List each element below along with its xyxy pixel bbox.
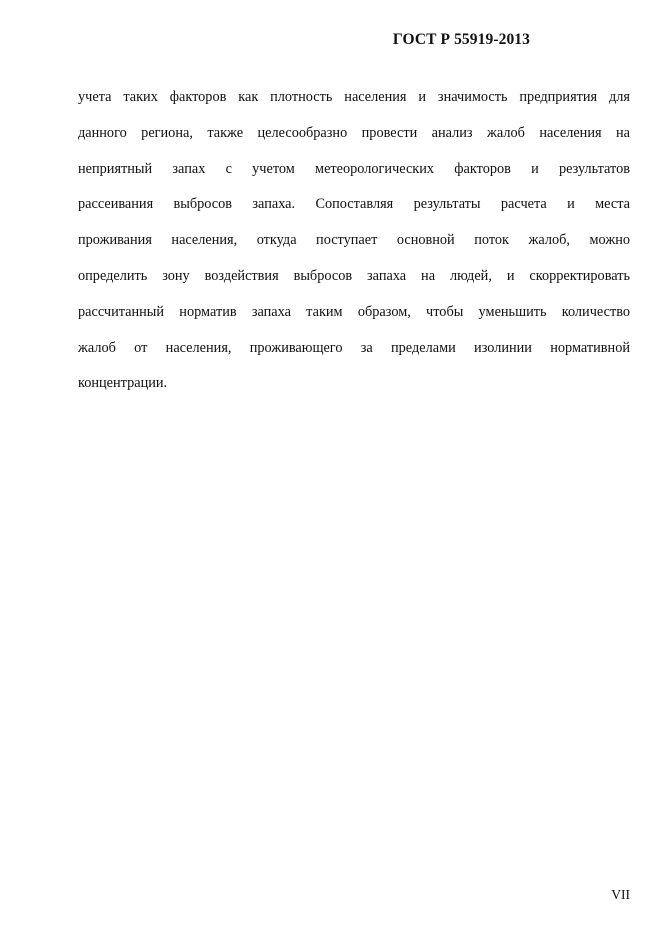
paragraph-line: учета таких факторов как плотность населения и значимость предприятия для — [78, 89, 630, 105]
paragraph-line: неприятный запах с учетом метеорологических факторов и результатов — [78, 160, 630, 177]
body-paragraph — [78, 80, 630, 402]
paragraph-line: определить зону воздействия выбросов запаха на людей, и скорректировать — [78, 267, 630, 284]
paragraph-line: данного региона, также целесообразно провести анализ жалоб населения на — [78, 124, 630, 141]
paragraph-line: проживания населения, откуда поступает основной поток жалоб, можно — [78, 232, 630, 249]
paragraph-line: концентрации. — [78, 375, 168, 392]
paragraph-line: рассеивания выбросов запаха. Сопоставляя результаты расчета и места — [78, 196, 630, 213]
page-number: VII — [611, 887, 630, 902]
paragraph-line: рассчитанный норматив запаха таким образом, чтобы уменьшить количество — [78, 303, 630, 320]
document-header: ГОСТ Р 55919-2013 — [392, 31, 530, 48]
paragraph-line: жалоб от населения, проживающего за пределами изолинии нормативной — [78, 339, 630, 356]
